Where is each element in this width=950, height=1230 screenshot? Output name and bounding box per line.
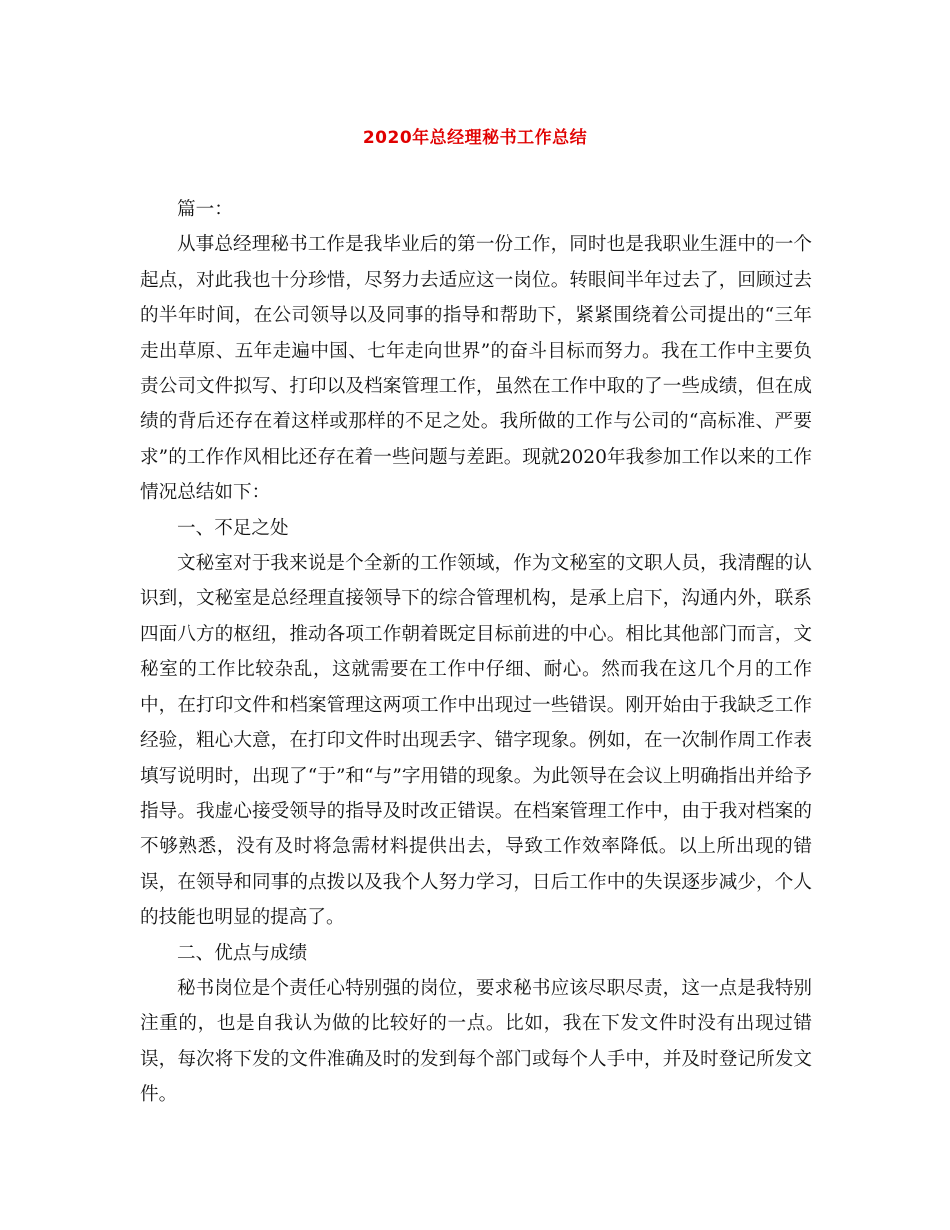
section-heading-shortcomings: 一、不足之处 <box>177 517 289 539</box>
document-title: 2020年总经理秘书工作总结 <box>362 128 588 148</box>
shortcomings-paragraph: 文秘室对于我来说是个全新的工作领域，作为文秘室的文职人员，我清醒的认识到，文秘室是总经理直接领导下的综合管理机构，是承上启下，沟通内外，联系四面八方的枢纽，推动各项工作朝着既定目标前进的中心。相比其他部门而言，文秘室的工作比较杂乱，这就需要在工作中仔细、耐心。然而我在这几个月的工作中，在打印文件和档案管理这两项工作中出现过一些错误。刚开始由于我缺乏工作经验，粗心大意，在打印文件时出现丢字、错字现象。例如，在一次制作周工作表填写说明时，出现了“于”和“与”字用错的现象。为此领导在会议上明确指出并给予指导。我虚心接受领导的指导及时改正错误。在档案管理工作中，由于我对档案的不够熟悉，没有及时将急需材料提供出去，导致工作效率降低。以上所出现的错误，在领导和同事的点拨以及我个人努力学习，日后工作中的失误逐步减少，个人的技能也明显的提高了。 <box>140 553 812 929</box>
document-body <box>140 192 812 1113</box>
section-label-part-one: 篇一： <box>177 199 233 220</box>
section-heading-strengths: 二、优点与成绩 <box>177 942 308 964</box>
intro-paragraph: 从事总经理秘书工作是我毕业后的第一份工作，同时也是我职业生涯中的一个起点，对此我也十分珍惜，尽努力去适应这一岗位。转眼间半年过去了，回顾过去的半年时间，在公司领导以及同事的指导和帮助下，紧紧围绕着公司提出的“三年走出草原、五年走遍中国、七年走向世界”的奋斗目标而努力。我在工作中主要负责公司文件拟写、打印以及档案管理工作，虽然在工作中取的了一些成绩，但在成绩的背后还存在着这样或那样的不足之处。我所做的工作与公司的“高标准、严要求”的工作作风相比还存在着一些问题与差距。现就2020年我参加工作以来的工作情况总结如下： <box>140 234 812 504</box>
strengths-paragraph: 秘书岗位是个责任心特别强的岗位，要求秘书应该尽职尽责，这一点是我特别注重的，也是自我认为做的比较好的一点。比如，我在下发文件时没有出现过错误，每次将下发的文件准确及时的发到每个部门或每个人手中，并及时登记所发文件。 <box>140 977 812 1106</box>
